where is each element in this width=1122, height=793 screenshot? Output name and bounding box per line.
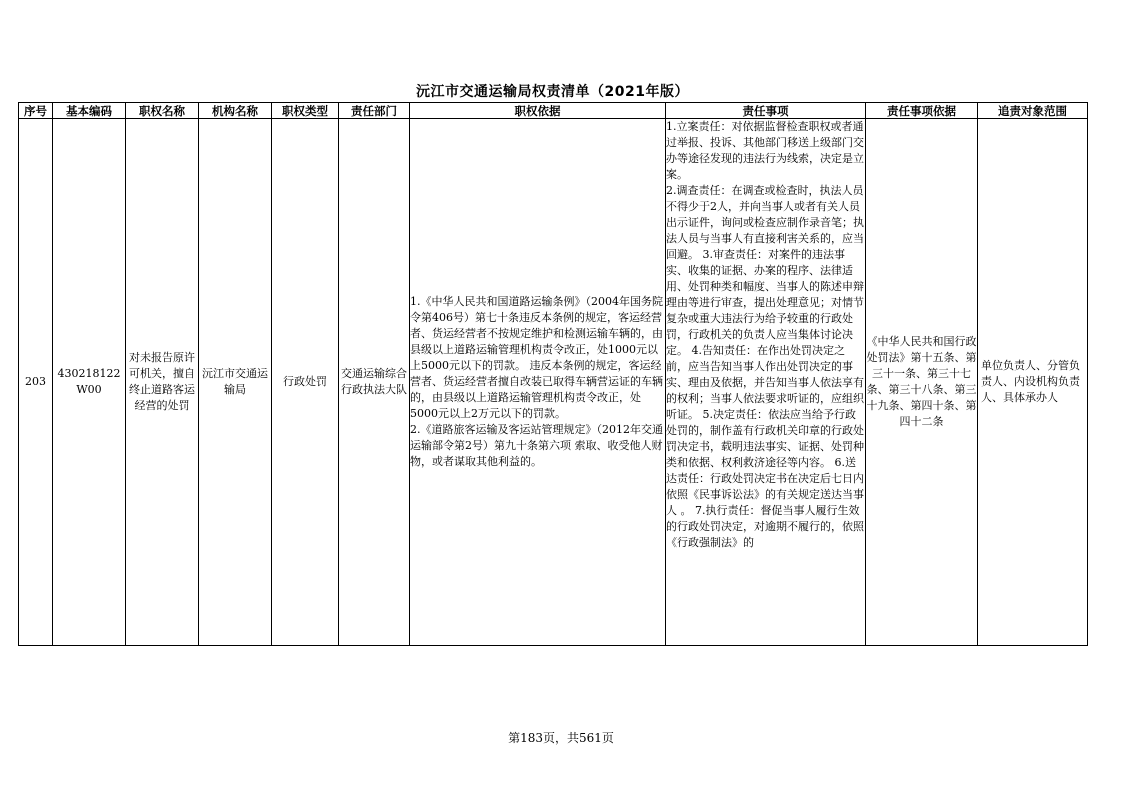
basis-item: 2.《道路旅客运输及客运站管理规定》（2012年交通运输部令第2号）第九十条第六项 索取、收受他人财物，或者谋取其他利益的。 bbox=[410, 423, 663, 468]
cell-seq: 203 bbox=[19, 119, 53, 646]
responsibility-table bbox=[18, 102, 1088, 646]
header-power-name: 职权名称 bbox=[126, 103, 199, 119]
header-row bbox=[19, 103, 1088, 119]
header-seq: 序号 bbox=[19, 103, 53, 119]
table-row bbox=[19, 119, 1088, 646]
cell-power-type: 行政处罚 bbox=[272, 119, 339, 646]
basis-item: 1.《中华人民共和国道路运输条例》（2004年国务院令第406号）第七十条违反本条例的规定，客运经营者、货运经营者不按规定维护和检测运输车辆的，由县级以上道路运输管理机构责令改正，处1000元以上5000元以下的罚款。 违反本条例的规定，客运经营者、货运经营者擅自改装已取得车辆营运证的车辆的，由县级以上道路运输管理机构责令改正，处5000元以上2万元以下的罚款。 bbox=[410, 295, 663, 420]
page-footer: 第183页，共561页 bbox=[508, 731, 614, 745]
cell-code: 430218122W00 bbox=[53, 119, 126, 646]
cell-duties bbox=[666, 119, 866, 646]
duty-item: 2.调查责任：在调查或检查时，执法人员不得少于2人，并向当事人或者有关人员出示证件，询问或检查应制作录音笔；执法人员与当事人有直接利害关系的，应当回避。 3.审查责任：对案件的违法事实、收集的证据、办案的程序、法律适用、处罚种类和幅度、当事人的陈述申辩理由等进行审查，提出处理意见；对情节复杂或重大违法行为给予较重的行政处罚，行政机关的负责人应当集体讨论决定。 4.告知责任：在作出处罚决定之前，应当告知当事人作出处罚决定的事实、理由及依据，并告知当事人依法享有的权利；当事人依法要求听证的，应组织听证。 5.决定责任：依法应当给予行政处罚的，制作盖有行政机关印章的行政处罚决定书，载明违法事实、证据、处罚种类和依据、权利救济途径等内容。 6.送达责任：行政处罚决定书在决定后七日内依照《民事诉讼法》的有关规定送达当事人 。 7.执行责任：督促当事人履行生效的行政处罚决定，对逾期不履行的，依照《行政强制法》的 bbox=[666, 184, 864, 549]
header-basis: 职权依据 bbox=[410, 103, 666, 119]
page-title: 沅江市交通运输局权责清单（2021年版） bbox=[416, 84, 689, 100]
header-code: 基本编码 bbox=[53, 103, 126, 119]
cell-basis bbox=[410, 119, 666, 646]
cell-accountability: 单位负责人、分管负责人、内设机构负责人、具体承办人 bbox=[978, 119, 1088, 646]
header-dept: 责任部门 bbox=[339, 103, 410, 119]
header-duty-basis: 责任事项依据 bbox=[866, 103, 978, 119]
cell-org-name: 沅江市交通运输局 bbox=[199, 119, 272, 646]
header-org-name: 机构名称 bbox=[199, 103, 272, 119]
header-duties: 责任事项 bbox=[666, 103, 866, 119]
cell-dept: 交通运输综合行政执法大队 bbox=[339, 119, 410, 646]
cell-duty-basis: 《中华人民共和国行政处罚法》第十五条、第三十一条、第三十七条、第三十八条、第三十九条、第四十条、第四十二条 bbox=[866, 119, 978, 646]
duty-item: 1.立案责任：对依据监督检查职权或者通过举报、投诉、其他部门移送上级部门交办等途径发现的违法行为线索，决定是立案。 bbox=[666, 120, 864, 181]
header-accountability: 追责对象范围 bbox=[978, 103, 1088, 119]
header-power-type: 职权类型 bbox=[272, 103, 339, 119]
cell-power-name: 对未报告原许可机关，擅自终止道路客运经营的处罚 bbox=[126, 119, 199, 646]
